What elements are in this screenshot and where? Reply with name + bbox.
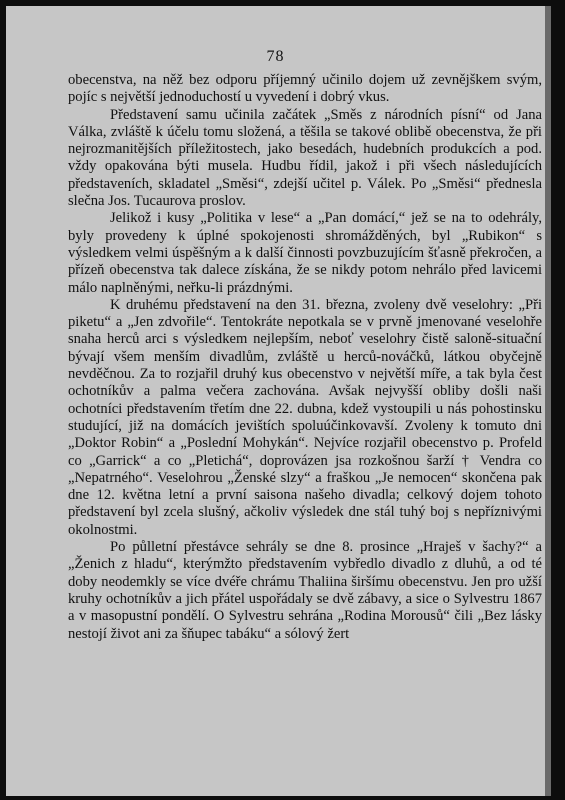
paragraph-4: K druhému představení na den 31. března, zvoleny dvě veselohry: „Při piketu“ a „Jen zdvořile“. Tentokráte nepotkala se v prvně jmenované veselohře snaha herců arci s výsledkem nejlepším, neboť veselohry čistě saloně-situační bývají všem menším divadlům, zvláště u herců-nováčků, látkou obyčejně nevděčnou. Za to rozjařil druhý kus obecenstvo v největší míře, a tak byla čest ochotníkův a palma večera zachována. Avšak nejvyšší obliby došli naši ochotníci představením třetím dne 22. dubna, kdež vystoupili u nás pohostinsku studující, již na domácích jevištích spoluúčinkovavší. Zvoleny k tomuto dni „Doktor Robin“ a „Poslední Mohykán“. Nejvíce rozjařil obecenstvo p. Profeld co „Garrick“ a co „Pletichá“, doprovázen jsa rozkošnou šarží † Vendra co „Nepatrného“. Veselohrou „Ženské slzy“ a fraškou „Je nemocen“ skončena pak dne 12. května letní a první saisona našeho divadla; celkový dojem tohoto představení byl zcela slušný, ačkoliv výsledek dne stál tuhý boj s nepříznivými okolnostmi. [68, 296, 542, 538]
body-text [68, 72, 542, 643]
paragraph-5: Po půlletní přestávce sehrály se dne 8. prosince „Hraješ v šachy?“ a „Ženich z hladu“, kterýmžto představením vybředlo divadlo z dluhů, a od té doby neodemkly se více dvéře chrámu Thaliina širšímu obecenstvu. Jen pro užší kruhy ochotníkův a jich přátel uspořádaly se dvě zábavy, a sice o Sylvestru 1867 a v masopustní pondělí. O Sylvestru sehrána „Rodina Morousů“ čili „Bez lásky nestojí život ani za šňupec tabáku“ a sólový žert [68, 539, 542, 642]
paragraph-2: Představení samu učinila začátek „Směs z národních písní“ od Jana Válka, zvláště k účelu tomu složená, a těšila se takové oblibě obecenstva, že při nejrozmanitějších příležitostech, jako besedách, hudebních produkcích a pod. vždy opakována býti musela. Hudbu řídil, jakož i při všech následujících představeních, skladatel „Směsi“, zdejší učitel p. Válek. Po „Směsi“ přednesla slečna Jos. Tucaurova proslov. [68, 106, 542, 210]
page-number: 78 [266, 48, 285, 65]
paragraph-3: Jelikož i kusy „Politika v lese“ a „Pan domácí,“ jež se na to odehrály, byly provedeny k úplné spokojenosti shromážděných, byl „Rubikon“ s výsledkem velmi úspěšným a k další činnosti povzbuzujícím šťasně překročen, a přízeň obecenstva tak dalece získána, že se nikdy potom nehrálo před lavicemi málo naplněnými, neřku-li prázdnými. [68, 210, 542, 296]
paragraph-1: obecenstva, na něž bez odporu příjemný učinilo dojem už zevnějškem svým, pojíc s největší jednoduchostí u vyvedení i dobrý vkus. [68, 72, 542, 106]
book-page [6, 6, 551, 796]
